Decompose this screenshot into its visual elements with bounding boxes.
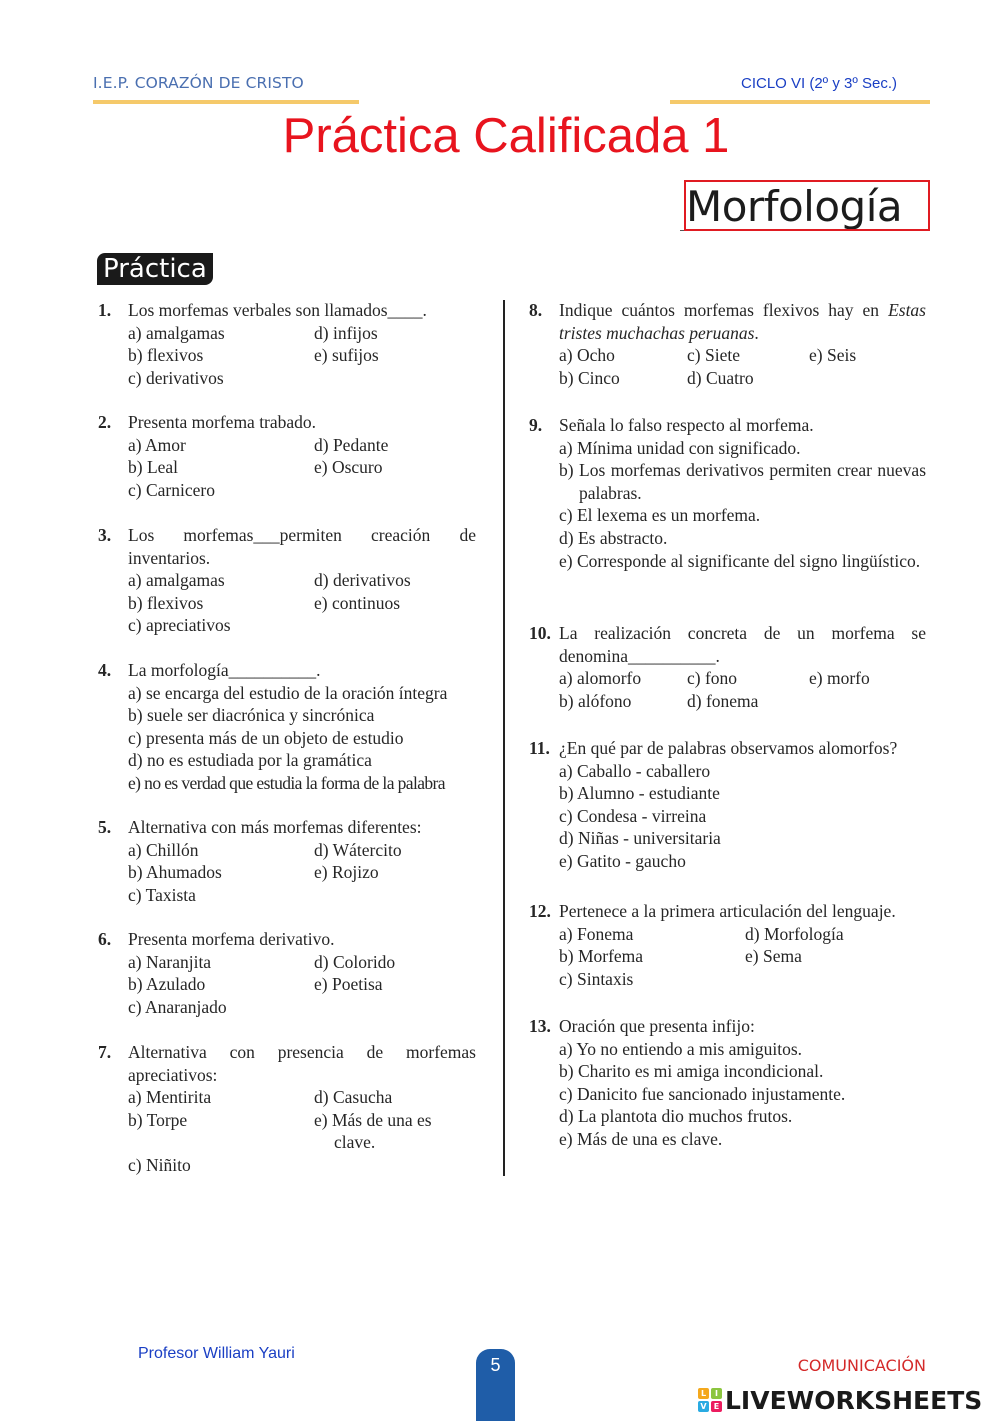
option[interactable]: c) Taxista bbox=[128, 884, 196, 905]
question-stem: Los morfemas verbales son llamados____. bbox=[128, 300, 427, 320]
answer-options bbox=[128, 434, 478, 502]
question-9 bbox=[529, 414, 926, 572]
liveworksheets-logo[interactable] bbox=[698, 1386, 982, 1414]
option[interactable]: b) Alumno - estudiante bbox=[559, 783, 720, 804]
question-3 bbox=[98, 524, 476, 637]
column-divider bbox=[503, 300, 505, 1176]
liveworksheets-wordmark: LIVEWORKSHEETS bbox=[725, 1385, 983, 1415]
question-2 bbox=[98, 411, 478, 501]
option[interactable]: b) Cinco bbox=[559, 367, 620, 388]
option[interactable]: c) Carnicero bbox=[128, 479, 215, 500]
question-11 bbox=[529, 737, 926, 873]
question-stem: La morfología__________. bbox=[128, 660, 321, 680]
option[interactable]: d) Es abstracto. bbox=[559, 527, 668, 548]
question-12 bbox=[529, 900, 926, 990]
topic-title: Morfología bbox=[686, 182, 903, 231]
question-stem: Señala lo falso respecto al morfema. bbox=[559, 415, 814, 435]
option[interactable]: a) Amor bbox=[128, 434, 186, 455]
answer-options bbox=[559, 1038, 926, 1151]
option[interactable]: e) morfo bbox=[809, 668, 870, 689]
option[interactable]: d) Pedante bbox=[314, 434, 389, 455]
option[interactable]: c) El lexema es un morfema. bbox=[559, 505, 761, 526]
answer-options bbox=[128, 682, 498, 795]
logo-letter: V bbox=[698, 1401, 709, 1412]
question-number: 6. bbox=[98, 929, 112, 949]
answer-options bbox=[559, 437, 926, 573]
teacher-name: Profesor William Yauri bbox=[138, 1345, 295, 1362]
question-stem: Alternativa con presencia de morfemas apreciativos: bbox=[128, 1042, 476, 1085]
stem-italic-phrase: Estas tristes muchachas peruanas bbox=[559, 300, 926, 343]
option[interactable]: a) Mínima unidad con significado. bbox=[559, 437, 801, 458]
option[interactable]: b) Morfema bbox=[559, 946, 644, 967]
option[interactable]: c) Condesa - virreina bbox=[559, 805, 707, 826]
option[interactable]: c) fono bbox=[687, 668, 738, 689]
option[interactable]: e) Más de una es clave. bbox=[314, 1109, 432, 1153]
stem-end: . bbox=[754, 322, 759, 343]
option[interactable]: b) suele ser diacrónica y sincrónica bbox=[128, 705, 375, 726]
option[interactable]: c) Danicito fue sancionado injustamente. bbox=[559, 1083, 846, 1104]
question-number: 4. bbox=[98, 660, 112, 680]
option[interactable]: e) Seis bbox=[809, 345, 857, 366]
question-stem: Los morfemas___permiten creación de inventarios. bbox=[128, 525, 476, 568]
cycle-label: CICLO VI (2º y 3º Sec.) bbox=[741, 75, 897, 92]
question-stem: Pertenece a la primera articulación del lenguaje. bbox=[559, 901, 896, 921]
section-label: Práctica bbox=[97, 253, 213, 285]
option[interactable]: e) Poetisa bbox=[314, 974, 383, 995]
question-number: 7. bbox=[98, 1042, 112, 1062]
answer-options bbox=[559, 667, 926, 712]
option[interactable]: d) Colorido bbox=[314, 951, 396, 972]
answer-options bbox=[559, 344, 926, 389]
option[interactable]: e) no es verdad que estudia la forma de la palabra bbox=[128, 772, 445, 793]
question-number: 1. bbox=[98, 300, 112, 320]
option[interactable]: e) Sema bbox=[745, 946, 802, 967]
question-number: 10. bbox=[529, 623, 551, 643]
option[interactable]: d) no es estudiada por la gramática bbox=[128, 750, 372, 771]
answer-options bbox=[128, 951, 478, 1019]
logo-letter: L bbox=[698, 1388, 709, 1399]
option[interactable]: d) La plantota dio muchos frutos. bbox=[559, 1106, 793, 1127]
question-number: 8. bbox=[529, 300, 543, 320]
question-number: 13. bbox=[529, 1016, 551, 1036]
answer-options bbox=[128, 322, 478, 390]
question-stem: Presenta morfema derivativo. bbox=[128, 929, 335, 949]
option[interactable]: d) Wátercito bbox=[314, 839, 402, 860]
question-7 bbox=[98, 1041, 476, 1177]
page-number: 5 bbox=[476, 1349, 515, 1421]
header-left-rule bbox=[93, 100, 359, 104]
option[interactable]: e) Rojizo bbox=[314, 862, 379, 883]
question-number: 5. bbox=[98, 817, 112, 837]
question-6 bbox=[98, 928, 478, 1018]
option[interactable]: c) Siete bbox=[687, 345, 740, 366]
option[interactable]: c) apreciativos bbox=[128, 615, 231, 636]
option[interactable]: a) Naranjita bbox=[128, 951, 212, 972]
option[interactable]: e) Oscuro bbox=[314, 457, 383, 478]
option[interactable]: e) Corresponde al significante del signo lingüístico. bbox=[559, 550, 921, 571]
question-5 bbox=[98, 816, 478, 906]
question-number: 2. bbox=[98, 412, 112, 432]
school-name: I.E.P. CORAZÓN DE CRISTO bbox=[93, 74, 304, 92]
option[interactable]: a) Yo no entiendo a mis amiguitos. bbox=[559, 1038, 803, 1059]
option[interactable]: b) Torpe bbox=[128, 1109, 188, 1130]
answer-options bbox=[559, 760, 926, 873]
option[interactable]: d) derivativos bbox=[314, 570, 411, 591]
question-number: 9. bbox=[529, 415, 543, 435]
question-13 bbox=[529, 1015, 926, 1151]
question-stem: Alternativa con más morfemas diferentes: bbox=[128, 817, 422, 837]
option[interactable]: e) Gatito - gaucho bbox=[559, 850, 686, 871]
option[interactable]: c) derivativos bbox=[128, 367, 224, 388]
option[interactable]: e) Más de una es clave. bbox=[559, 1128, 723, 1149]
question-4 bbox=[98, 659, 498, 795]
question-stem bbox=[559, 299, 926, 344]
option[interactable]: a) Ocho bbox=[559, 345, 615, 366]
answer-options bbox=[128, 839, 478, 907]
question-1 bbox=[98, 299, 478, 389]
option[interactable]: b) alófono bbox=[559, 690, 632, 711]
stem-text: Indique cuántos morfemas flexivos hay en bbox=[559, 300, 880, 320]
option[interactable]: a) amalgamas bbox=[128, 570, 225, 591]
question-8 bbox=[529, 299, 926, 389]
logo-letter: I bbox=[711, 1388, 722, 1399]
option[interactable]: e) sufijos bbox=[314, 345, 379, 366]
option[interactable]: a) amalgamas bbox=[128, 322, 225, 343]
answer-options bbox=[128, 1086, 476, 1176]
option[interactable]: b) flexivos bbox=[128, 592, 204, 613]
topic-frame bbox=[684, 180, 930, 231]
question-10 bbox=[529, 622, 926, 712]
option[interactable]: e) continuos bbox=[314, 592, 401, 613]
option[interactable]: a) alomorfo bbox=[559, 668, 642, 689]
answer-options bbox=[128, 569, 476, 637]
option[interactable]: d) Cuatro bbox=[687, 367, 754, 388]
option[interactable]: d) infijos bbox=[314, 322, 378, 343]
page-title: Práctica Calificada 1 bbox=[282, 109, 730, 163]
question-number: 3. bbox=[98, 525, 112, 545]
question-stem: ¿En qué par de palabras observamos alomorfos? bbox=[559, 738, 898, 758]
question-number: 12. bbox=[529, 901, 551, 921]
option[interactable]: a) Mentirita bbox=[128, 1087, 212, 1108]
question-number: 11. bbox=[529, 738, 550, 758]
option[interactable]: a) Fonema bbox=[559, 923, 634, 944]
option[interactable]: c) Anaranjado bbox=[128, 996, 227, 1017]
question-stem: Presenta morfema trabado. bbox=[128, 412, 317, 432]
option[interactable]: c) Sintaxis bbox=[559, 968, 634, 989]
subject-label: COMUNICACIÓN bbox=[797, 1356, 926, 1375]
option[interactable]: c) presenta más de un objeto de estudio bbox=[128, 727, 404, 748]
option[interactable]: a) Chillón bbox=[128, 839, 199, 860]
liveworksheets-icon bbox=[698, 1388, 722, 1412]
logo-letter: E bbox=[711, 1401, 722, 1412]
option[interactable]: d) fonema bbox=[687, 690, 759, 711]
header-right-rule bbox=[670, 100, 930, 104]
option[interactable]: b) Ahumados bbox=[128, 862, 222, 883]
option[interactable]: b) Azulado bbox=[128, 974, 206, 995]
option[interactable]: d) Casucha bbox=[314, 1087, 393, 1108]
option[interactable]: a) se encarga del estudio de la oración íntegra bbox=[128, 682, 448, 703]
option[interactable]: d) Morfología bbox=[745, 923, 844, 944]
option[interactable]: b) flexivos bbox=[128, 345, 204, 366]
option[interactable]: d) Niñas - universitaria bbox=[559, 828, 721, 849]
answer-options bbox=[559, 923, 926, 991]
option[interactable]: c) Niñito bbox=[128, 1154, 191, 1175]
question-stem: Oración que presenta infijo: bbox=[559, 1016, 755, 1036]
option[interactable]: b) Los morfemas derivativos permiten crear nuevas palabras. bbox=[559, 460, 926, 503]
option[interactable]: a) Caballo - caballero bbox=[559, 760, 711, 781]
question-stem: La realización concreta de un morfema se denomina__________. bbox=[559, 623, 926, 666]
option[interactable]: b) Leal bbox=[128, 457, 179, 478]
option[interactable]: b) Charito es mi amiga incondicional. bbox=[559, 1061, 824, 1082]
